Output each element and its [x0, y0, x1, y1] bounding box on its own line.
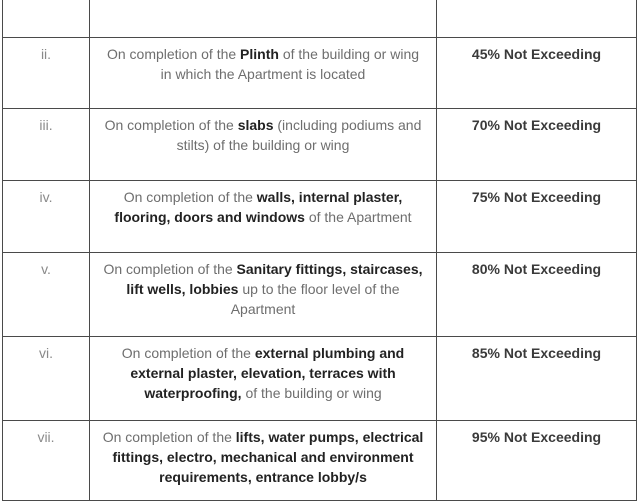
row-percentage: 80% Not Exceeding	[437, 253, 637, 337]
description-text: On completion of the	[103, 261, 237, 277]
description-text: On completion of the	[123, 189, 257, 205]
row-number: vii.	[3, 421, 90, 501]
row-description	[90, 38, 437, 109]
row-number: v.	[3, 253, 90, 337]
row-percentage: 70% Not Exceeding	[437, 109, 637, 181]
description-text: On completion of the	[121, 345, 255, 361]
row-number: vi.	[3, 337, 90, 421]
table-row	[3, 181, 637, 253]
row-percentage: 75% Not Exceeding	[437, 181, 637, 253]
table-row	[3, 109, 637, 181]
row-description	[90, 0, 437, 38]
description-emphasis: slabs	[237, 117, 274, 133]
description-emphasis: walls, internal plaster, flooring, doors and windows	[114, 189, 403, 225]
description-text: of the building or wing in which the Apartment is located	[160, 46, 420, 82]
description-emphasis: lifts, water pumps, electrical fittings, electro, mechanical and environment requirements, entrance lobby/s	[112, 429, 424, 485]
row-number: iv.	[3, 181, 90, 253]
description-text: On completion of the	[102, 429, 236, 445]
description-text: of the Apartment	[304, 209, 412, 225]
description-emphasis: Sanitary fittings, staircases, lift wells, lobbies	[126, 261, 423, 297]
description-text: On completion of the	[104, 117, 238, 133]
description-text: up to the floor level of the Apartment	[230, 281, 400, 317]
table-row	[3, 253, 637, 337]
table-row	[3, 0, 637, 38]
row-number: iii.	[3, 109, 90, 181]
row-percentage: 85% Not Exceeding	[437, 337, 637, 421]
row-percentage	[437, 0, 637, 38]
row-description	[90, 253, 437, 337]
row-description	[90, 421, 437, 501]
description-text: On completion of the	[106, 46, 241, 62]
description-emphasis: Plinth	[240, 46, 279, 62]
row-number: ii.	[3, 38, 90, 109]
table-row	[3, 337, 637, 421]
payment-schedule-table	[2, 0, 637, 501]
row-description	[90, 181, 437, 253]
table-row	[3, 421, 637, 501]
row-description	[90, 337, 437, 421]
description-emphasis: external plumbing and external plaster, elevation, terraces with waterproofing,	[130, 345, 405, 401]
row-description	[90, 109, 437, 181]
row-percentage: 45% Not Exceeding	[437, 38, 637, 109]
description-text: of the building or wing	[241, 385, 382, 401]
table-row	[3, 38, 637, 109]
row-percentage: 95% Not Exceeding	[437, 421, 637, 501]
row-number	[3, 0, 90, 38]
description-text: (including podiums and stilts) of the building or wing	[176, 117, 422, 153]
